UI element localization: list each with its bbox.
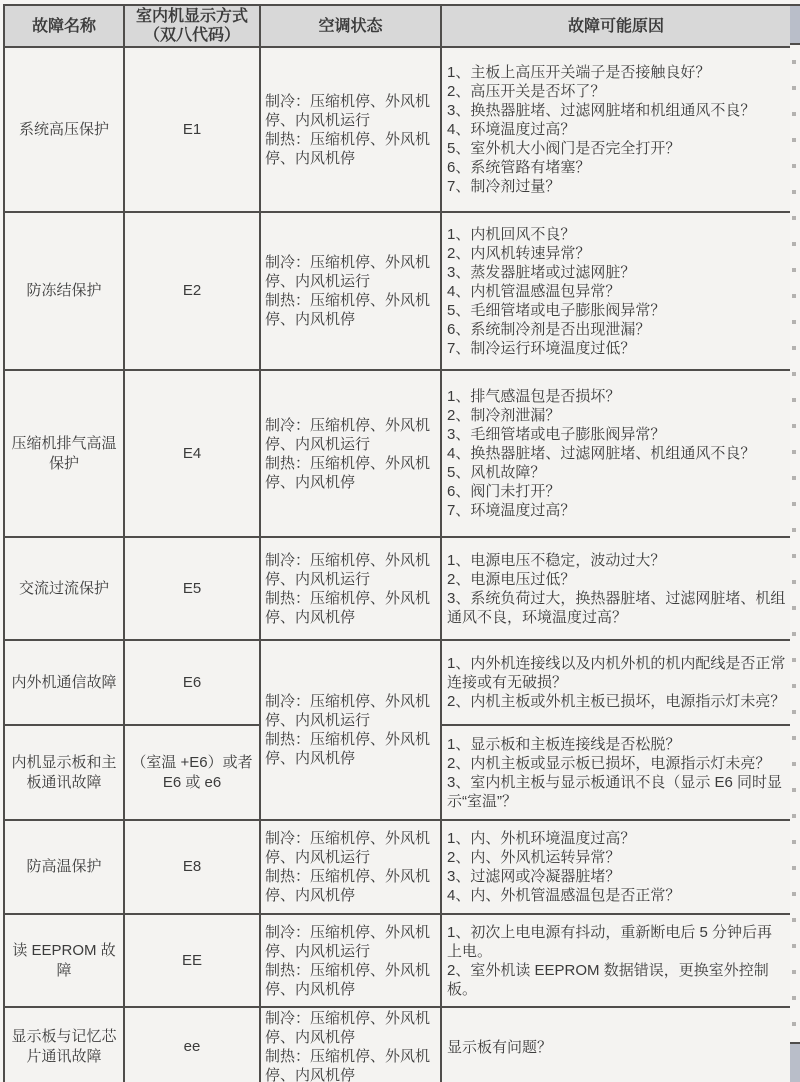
cause-line: 2、内风机转速异常？	[447, 244, 591, 262]
status-line: 制热：压缩机停、外风机停、内风机停	[265, 731, 431, 767]
table-row	[4, 212, 791, 370]
fault-name-cell: 内外机通信故障	[4, 640, 124, 725]
status-line: 制冷：压缩机停、外风机停、内风机运行	[265, 416, 431, 453]
status-line: 制热：压缩机停、外风机停、内风机停	[265, 130, 431, 167]
cause-line: 2、室外机读 EEPROM 数据错误，更换室外控制板。	[447, 961, 769, 998]
status-line: 制热：压缩机停、外风机停、内风机停	[265, 589, 431, 626]
possible-causes-cell	[441, 914, 791, 1007]
header-fault-name: 故障名称	[4, 5, 124, 47]
header-ac-status: 空调状态	[260, 5, 441, 47]
ac-status-cell	[260, 820, 441, 914]
fault-name-cell: 交流过流保护	[4, 537, 124, 640]
header-display-code-line2: （双八代码）	[143, 27, 240, 44]
status-line: 制热：压缩机停、外风机停、内风机停	[265, 1048, 431, 1082]
cause-line: 1、内外机连接线以及内机外机的机内配线是否正常连接或有无破损？	[447, 655, 786, 691]
table-row	[4, 820, 791, 914]
fault-table	[3, 4, 792, 1082]
status-line: 制冷：压缩机停、外风机停、内风机运行	[265, 92, 431, 129]
status-line: 制热：压缩机停、外风机停、内风机停	[265, 292, 431, 328]
cause-line: 2、高压开关是否坏了？	[447, 83, 606, 100]
status-line: 制冷：压缩机停、外风机停、内风机运行	[265, 551, 431, 588]
status-line: 制冷：压缩机停、外风机停、内风机运行	[265, 254, 431, 290]
cause-line: 1、排气感温包是否损坏？	[447, 388, 621, 405]
fault-code-cell: E2	[124, 212, 260, 370]
cause-line: 3、系统负荷过大，换热器脏堵、过滤网脏堵、机组通风不良，环境温度过高？	[447, 589, 786, 626]
cause-line: 2、内机主板或显示板已损坏，电源指示灯未亮？	[447, 754, 771, 772]
possible-causes-cell	[441, 725, 791, 820]
table-row	[4, 537, 791, 640]
status-line: 制冷：压缩机停、外风机停、内风机运行	[265, 923, 431, 960]
cause-line: 7、制冷运行环境温度过低？	[447, 339, 636, 357]
fault-name-cell: 系统高压保护	[4, 47, 124, 212]
cause-line: 5、室外机大小阀门是否完全打开？	[447, 140, 681, 157]
fault-code-cell: E4	[124, 370, 260, 537]
cause-line: 3、换热器脏堵、过滤网脏堵和机组通风不良？	[447, 102, 756, 119]
header-possible-cause: 故障可能原因	[441, 5, 791, 47]
fault-name-cell: 读 EEPROM 故障	[4, 914, 124, 1007]
fault-code-cell: E6	[124, 640, 260, 725]
status-line: 制冷：压缩机停、外风机停、内风机运行	[265, 693, 431, 729]
possible-causes-cell	[441, 537, 791, 640]
cause-line: 7、环境温度过高？	[447, 502, 576, 519]
cause-line: 6、系统制冷剂是否出现泄漏？	[447, 320, 651, 338]
cause-line: 4、环境温度过高？	[447, 121, 576, 138]
fault-name-cell: 压缩机排气高温保护	[4, 370, 124, 537]
status-line: 制冷：压缩机停、外风机停、内风机运行	[265, 830, 431, 866]
ac-status-cell	[260, 537, 441, 640]
table-row	[4, 914, 791, 1007]
ac-status-cell	[260, 47, 441, 212]
ac-status-cell	[260, 370, 441, 537]
fault-code-cell: E1	[124, 47, 260, 212]
possible-causes-cell	[441, 820, 791, 914]
possible-causes-cell	[441, 370, 791, 537]
possible-causes-cell	[441, 212, 791, 370]
fault-name-cell: 内机显示板和主板通讯故障	[4, 725, 124, 820]
cause-line: 3、室内机主板与显示板通讯不良（显示 E6 同时显示“室温”？	[447, 773, 783, 810]
cause-line: 2、制冷剂泄漏？	[447, 407, 561, 424]
page-edge-strip	[790, 0, 800, 1082]
cause-line: 4、内机管温感温包异常？	[447, 282, 621, 300]
cause-line: 1、主板上高压开关端子是否接触良好？	[447, 64, 711, 81]
ac-status-cell	[260, 1007, 441, 1082]
possible-causes-cell	[441, 640, 791, 725]
ac-status-cell	[260, 914, 441, 1007]
status-line: 制热：压缩机停、外风机停、内风机停	[265, 961, 431, 998]
fault-code-cell: E5	[124, 537, 260, 640]
edge-footer-fragment	[790, 1042, 800, 1082]
table-row	[4, 47, 791, 212]
cause-line: 1、显示板和主板连接线是否松脱？	[447, 735, 681, 753]
cause-line: 3、毛细管堵或电子膨胀阀异常？	[447, 426, 666, 443]
cause-line: 1、内、外机环境温度过高？	[447, 830, 636, 847]
cause-line: 3、蒸发器脏堵或过滤网脏？	[447, 263, 636, 281]
fault-code-cell: ee	[124, 1007, 260, 1082]
cause-line: 2、电源电压过低？	[447, 570, 576, 588]
table-header-row	[4, 5, 791, 47]
fault-name-cell: 防高温保护	[4, 820, 124, 914]
table-row	[4, 370, 791, 537]
possible-causes-cell	[441, 47, 791, 212]
cause-line: 1、内机回风不良？	[447, 225, 576, 243]
header-display-code	[124, 5, 260, 47]
cause-line: 2、内、外风机运转异常？	[447, 849, 621, 866]
cause-line: 显示板有问题？	[447, 1038, 553, 1056]
fault-name-cell: 防冻结保护	[4, 212, 124, 370]
status-line: 制冷：压缩机停、外风机停、内风机停	[265, 1010, 431, 1046]
cause-line: 7、制冷剂过量？	[447, 178, 561, 195]
table-row	[4, 1007, 791, 1082]
cause-line: 3、过滤网或冷凝器脏堵？	[447, 868, 621, 885]
cause-line: 2、内机主板或外机主板已损坏，电源指示灯未亮？	[447, 693, 786, 710]
status-line: 制热：压缩机停、外风机停、内风机停	[265, 868, 431, 904]
fault-name-cell: 显示板与记忆芯片通讯故障	[4, 1007, 124, 1082]
cause-line: 4、换热器脏堵、过滤网脏堵、机组通风不良？	[447, 445, 756, 462]
ac-status-cell	[260, 640, 441, 820]
cause-line: 6、阀门未打开？	[447, 483, 561, 500]
fault-code-cell: EE	[124, 914, 260, 1007]
cause-line: 4、内、外机管温感温包是否正常？	[447, 887, 681, 904]
table-row	[4, 640, 791, 725]
cause-line: 1、初次上电电源有抖动，重新断电后 5 分钟后再上电。	[447, 923, 773, 960]
fault-code-cell: E8	[124, 820, 260, 914]
status-line: 制热：压缩机停、外风机停、内风机停	[265, 454, 431, 491]
ac-status-cell	[260, 212, 441, 370]
cause-line: 5、毛细管堵或电子膨胀阀异常？	[447, 301, 666, 319]
edge-header-fragment	[790, 4, 800, 45]
fault-code-cell: （室温 +E6）或者 E6 或 e6	[124, 725, 260, 820]
header-display-code-line1: 室内机显示方式	[135, 8, 248, 25]
cause-line: 5、风机故障？	[447, 464, 546, 481]
cause-line: 1、电源电压不稳定，波动过大？	[447, 551, 666, 569]
possible-causes-cell	[441, 1007, 791, 1082]
cause-line: 6、系统管路有堵塞？	[447, 159, 591, 176]
